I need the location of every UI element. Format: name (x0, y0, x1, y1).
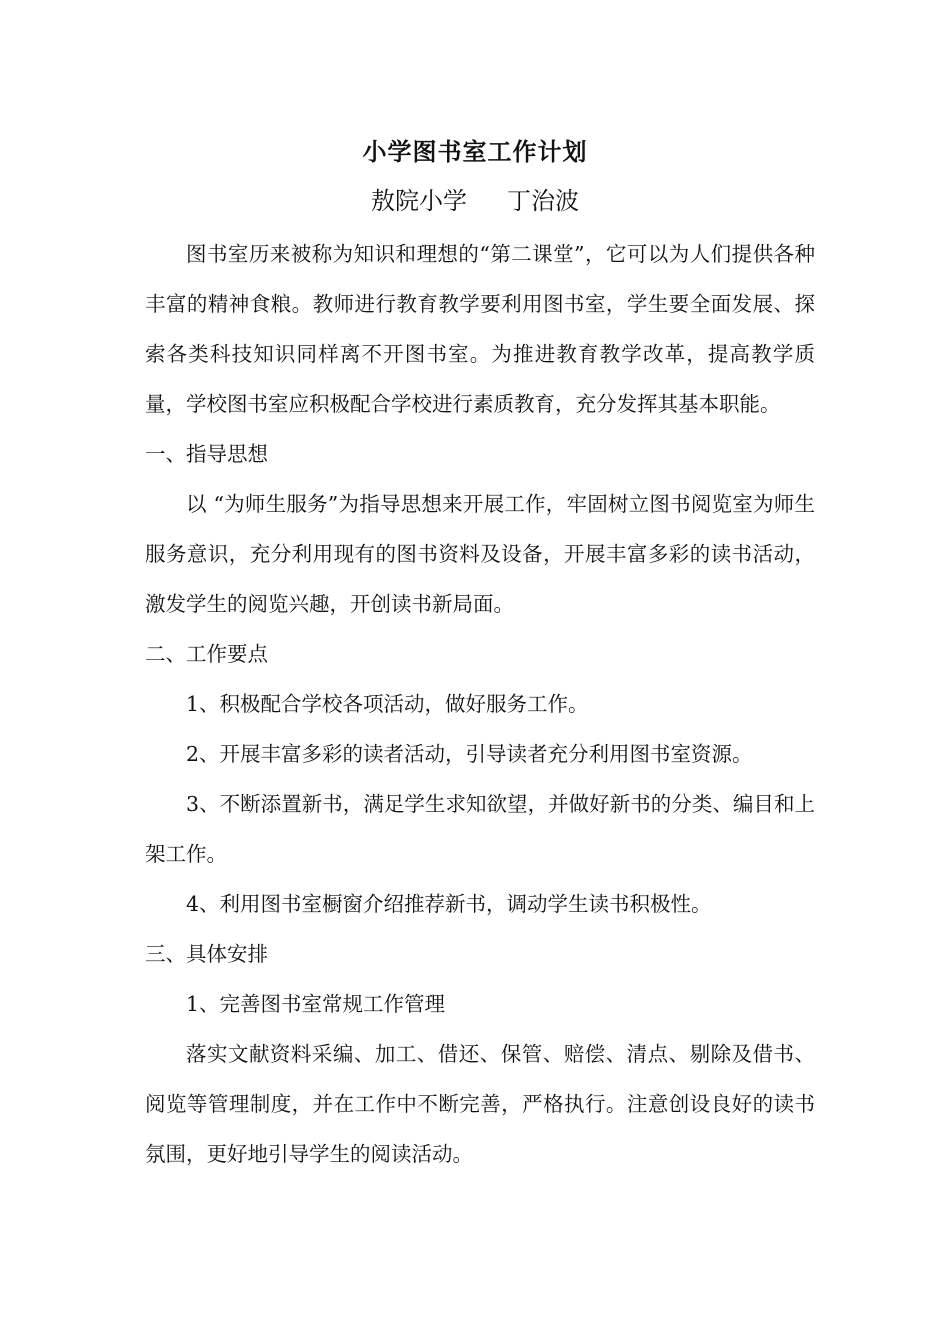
section-heading-arrangement: 三、具体安排 (145, 942, 268, 966)
section-heading-work-points: 二、工作要点 (145, 642, 268, 666)
author-school: 敖院小学 (371, 187, 467, 215)
section-heading-guiding-ideology: 一、指导思想 (145, 442, 268, 466)
subsection-paragraph: 落实文献资料采编、加工、借还、保管、赔偿、清点、剔除及借书、阅览等管理制度，并在工作中不断完善，严格执行。注意创设良好的读书氛围，更好地引导学生的阅读活动。 (145, 1042, 815, 1166)
work-point-item: 1、积极配合学校各项活动，做好服务工作。 (186, 692, 589, 716)
work-point-item: 3、不断添置新书，满足学生求知欲望，并做好新书的分类、编目和上架工作。 (145, 792, 815, 866)
subsection-title: 1、完善图书室常规工作管理 (186, 992, 446, 1016)
work-point-item: 4、利用图书室橱窗介绍推荐新书，调动学生读书积极性。 (186, 892, 712, 916)
author-line (0, 181, 950, 221)
intro-paragraph: 图书室历来被称为知识和理想的“第二课堂”，它可以为人们提供各种丰富的精神食粮。教师进行教育教学要利用图书室，学生要全面发展、探索各类科技知识同样离不开图书室。为推进教育教学改革，提高教学质量，学校图书室应积极配合学校进行素质教育，充分发挥其基本职能。 (145, 242, 815, 416)
section-paragraph-guiding-ideology: 以 “为师生服务”为指导思想来开展工作，牢固树立图书阅览室为师生服务意识，充分利用现有的图书资料及设备，开展丰富多彩的读书活动，激发学生的阅览兴趣，开创读书新局面。 (145, 492, 815, 616)
document-title: 小学图书室工作计划 (362, 137, 588, 166)
author-name: 丁治波 (507, 187, 579, 215)
document-body (145, 229, 815, 1179)
work-point-item: 2、开展丰富多彩的读者活动，引导读者充分利用图书室资源。 (186, 742, 753, 766)
